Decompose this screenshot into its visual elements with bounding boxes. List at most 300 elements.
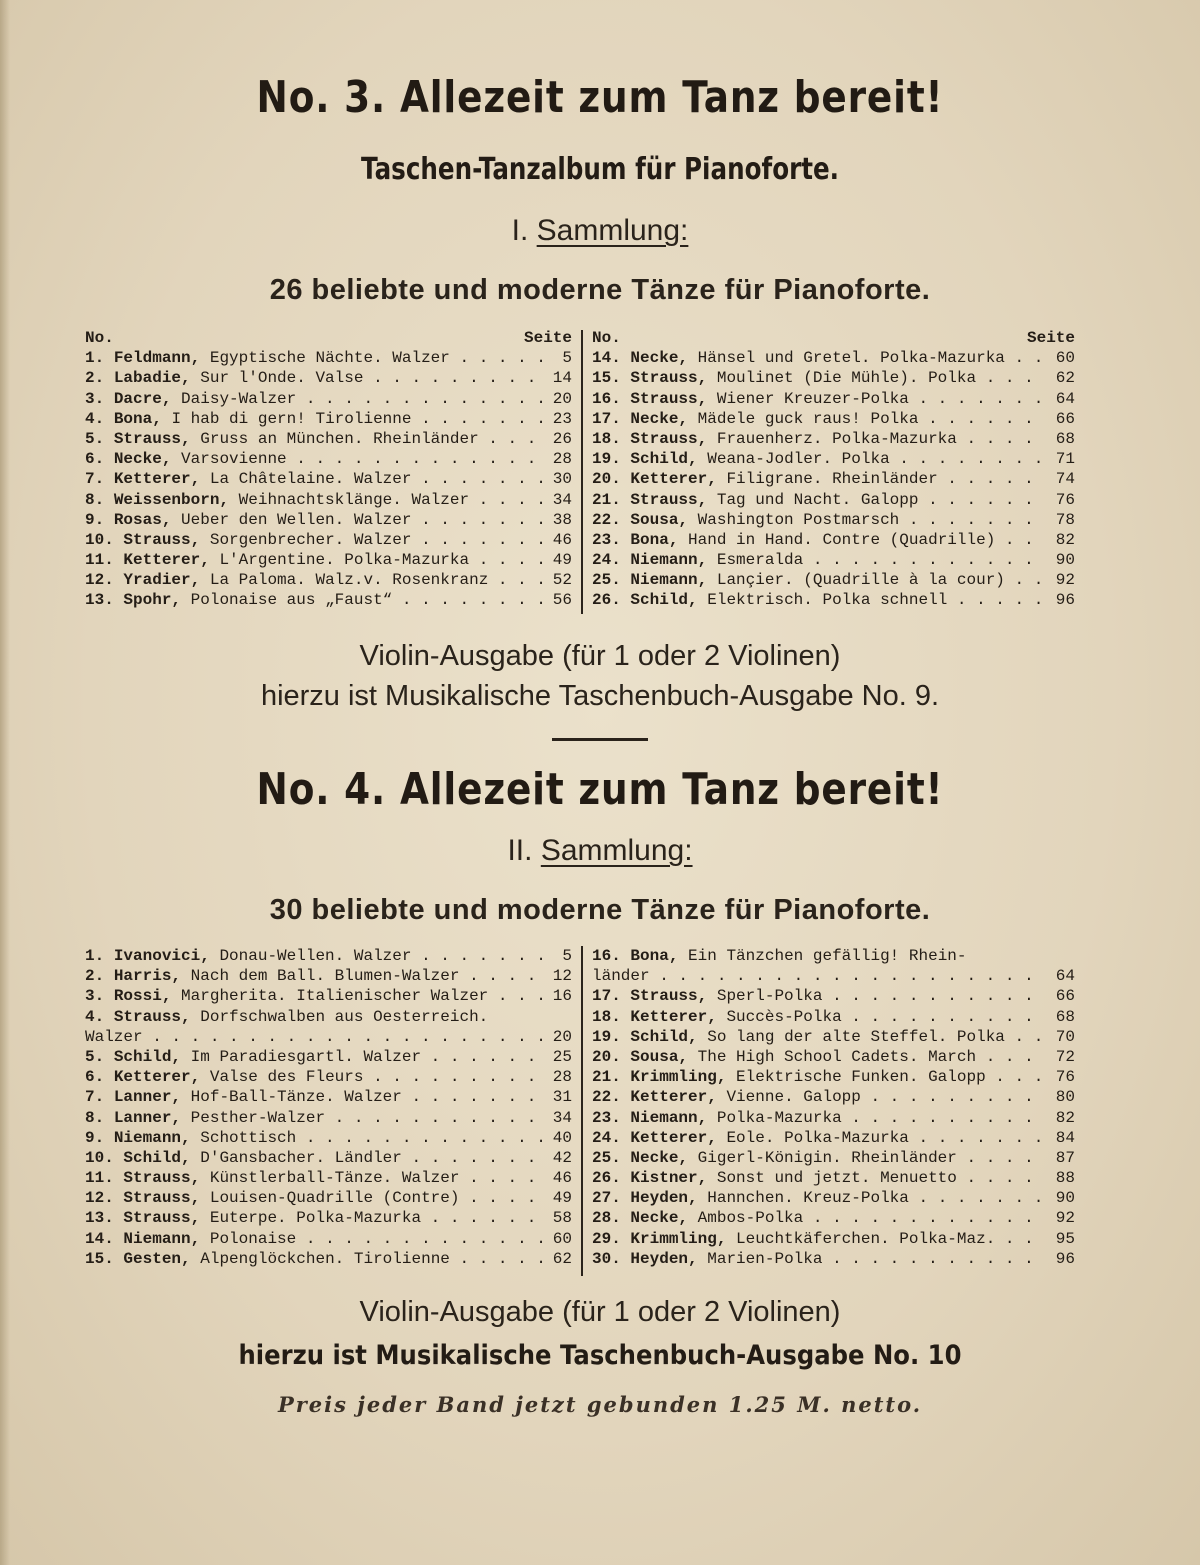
entry-composer: Schild, bbox=[113, 1047, 182, 1066]
table-row bbox=[592, 1087, 1075, 1107]
entry-page: 66 bbox=[1055, 409, 1075, 428]
entry-title: Weihnachtsklänge. Walzer bbox=[238, 490, 470, 509]
entry-title: Mädele guck raus! Polka bbox=[697, 409, 919, 428]
entry-title: Schottisch bbox=[200, 1128, 297, 1147]
album3-column-divider bbox=[581, 330, 583, 614]
entry-page: 20 bbox=[552, 389, 572, 408]
entry-title: Alpenglöckchen. Tirolienne bbox=[200, 1249, 450, 1268]
entry-number: 9. bbox=[85, 1128, 105, 1147]
entry-page: 49 bbox=[552, 1189, 572, 1208]
entry-text bbox=[85, 1027, 544, 1047]
table-row bbox=[85, 389, 572, 409]
entry-page: 49 bbox=[552, 551, 572, 570]
entry-page: 26 bbox=[552, 429, 572, 448]
album3-title: No. 3. Allezeit zum Tanz bereit! bbox=[256, 72, 944, 123]
entry-number: 15. bbox=[592, 369, 621, 388]
entry-page: 76 bbox=[1055, 1068, 1075, 1087]
entry-number: 13. bbox=[85, 591, 114, 610]
album3-violin-line1: Violin-Ausgabe (für 1 oder 2 Violinen) bbox=[359, 640, 841, 672]
entry-text bbox=[592, 449, 1047, 469]
entry-page: 68 bbox=[1055, 429, 1075, 448]
entry-text bbox=[592, 530, 1047, 550]
table-row bbox=[592, 570, 1075, 590]
entry-text bbox=[85, 490, 544, 510]
entry-page: 46 bbox=[552, 530, 572, 549]
entry-composer: Strauss, bbox=[630, 389, 708, 408]
entry-composer: Schild, bbox=[630, 1027, 698, 1046]
entry-number: 25. bbox=[592, 571, 621, 590]
entry-page: 28 bbox=[552, 1068, 572, 1087]
entry-text bbox=[85, 1208, 544, 1228]
entry-number: 20. bbox=[592, 470, 621, 489]
entry-number: 20. bbox=[592, 1047, 621, 1066]
entry-text bbox=[85, 409, 544, 429]
table-row bbox=[592, 1229, 1075, 1249]
entry-composer: Strauss, bbox=[123, 1189, 201, 1208]
table-row bbox=[85, 1148, 572, 1168]
table-row bbox=[592, 966, 1075, 986]
entry-page: 70 bbox=[1055, 1027, 1075, 1046]
entry-page: 82 bbox=[1055, 530, 1075, 549]
entry-number: 13. bbox=[85, 1209, 114, 1228]
entry-text bbox=[592, 409, 1047, 429]
entry-title: Nach dem Ball. Blumen-Walzer bbox=[190, 967, 460, 986]
table-row bbox=[592, 490, 1075, 510]
entry-number: 15. bbox=[85, 1249, 114, 1268]
entry-number: 11. bbox=[85, 551, 114, 570]
entry-text bbox=[592, 368, 1047, 388]
entry-title: Egyptische Nächte. Walzer bbox=[209, 349, 450, 368]
entry-text bbox=[85, 1148, 544, 1168]
entry-title: Vienne. Galopp bbox=[726, 1088, 861, 1107]
entry-page: 52 bbox=[552, 571, 572, 590]
entry-composer: Strauss, bbox=[630, 429, 708, 448]
entry-title: Sur l'Onde. Valse bbox=[200, 369, 364, 388]
album3-left-header bbox=[85, 328, 572, 348]
entry-composer: Strauss, bbox=[630, 369, 708, 388]
entry-text bbox=[592, 570, 1047, 590]
table-row bbox=[85, 1047, 572, 1067]
entry-page: 87 bbox=[1055, 1148, 1075, 1167]
entry-title: Varsovienne bbox=[181, 450, 287, 469]
entry-number: 2. bbox=[85, 369, 105, 388]
table-row bbox=[592, 1168, 1075, 1188]
entry-text bbox=[592, 1087, 1047, 1107]
entry-text bbox=[592, 490, 1047, 510]
album3-left-column bbox=[85, 328, 572, 611]
entry-text bbox=[85, 1047, 544, 1067]
entry-text bbox=[592, 1188, 1047, 1208]
entry-text bbox=[592, 1047, 1047, 1067]
entry-page: 96 bbox=[1055, 1249, 1075, 1268]
album3-description: 26 beliebte und moderne Tänze für Pianoforte. bbox=[269, 274, 931, 306]
entry-number: 22. bbox=[592, 510, 621, 529]
entry-composer: Necke, bbox=[113, 450, 172, 469]
entry-page: 84 bbox=[1055, 1128, 1075, 1147]
entry-composer: Bona, bbox=[630, 947, 679, 965]
entry-page: 60 bbox=[1055, 349, 1075, 368]
entry-number: 23. bbox=[592, 530, 621, 549]
table-row bbox=[592, 1027, 1075, 1047]
entry-number: 21. bbox=[592, 490, 621, 509]
table-row bbox=[592, 1007, 1075, 1027]
entry-title: Marien-Polka bbox=[707, 1249, 823, 1268]
table-row bbox=[592, 389, 1075, 409]
entry-composer: Sousa, bbox=[630, 510, 689, 529]
entry-page: 31 bbox=[552, 1088, 572, 1107]
entry-title: Filigrane. Rheinländer bbox=[726, 470, 938, 489]
entry-composer: Niemann, bbox=[630, 551, 708, 570]
entry-page: 68 bbox=[1055, 1007, 1075, 1026]
entry-text bbox=[592, 1249, 1047, 1269]
entry-text bbox=[592, 1168, 1047, 1188]
entry-page: 56 bbox=[552, 591, 572, 610]
album4-violin-line1: Violin-Ausgabe (für 1 oder 2 Violinen) bbox=[359, 1296, 841, 1328]
entry-number: 25. bbox=[592, 1148, 621, 1167]
entry-title: Hannchen. Kreuz-Polka bbox=[707, 1189, 909, 1208]
entry-composer: Necke, bbox=[630, 1148, 689, 1167]
entry-text bbox=[85, 1168, 544, 1188]
album4-title: No. 4. Allezeit zum Tanz bereit! bbox=[256, 764, 944, 815]
entry-composer: Strauss, bbox=[113, 1007, 191, 1026]
table-row bbox=[592, 1188, 1075, 1208]
entry-title: D'Gansbacher. Ländler bbox=[200, 1148, 402, 1167]
entry-title: Esmeralda bbox=[716, 551, 804, 570]
table-row bbox=[592, 986, 1075, 1006]
table-row bbox=[85, 1067, 572, 1087]
table-row bbox=[592, 1249, 1075, 1269]
album4-right-column bbox=[592, 946, 1075, 1269]
entry-page: 58 bbox=[552, 1209, 572, 1228]
table-row bbox=[592, 348, 1075, 368]
entry-page: 46 bbox=[552, 1169, 572, 1188]
entry-page: 62 bbox=[1055, 369, 1075, 388]
entry-composer: Niemann, bbox=[123, 1229, 201, 1248]
entry-composer: Ketterer, bbox=[123, 551, 210, 570]
entry-text bbox=[85, 1229, 544, 1249]
album4-sammlung-number: II. bbox=[507, 834, 533, 867]
table-row bbox=[85, 469, 572, 489]
entry-text bbox=[85, 966, 544, 986]
entry-number: 19. bbox=[592, 1027, 621, 1046]
entry-title: Ueber den Wellen. Walzer bbox=[181, 510, 412, 529]
table-row bbox=[592, 1128, 1075, 1148]
table-row bbox=[592, 530, 1075, 550]
entry-text bbox=[85, 530, 544, 550]
entry-composer: Strauss, bbox=[123, 1209, 201, 1228]
entry-page: 16 bbox=[552, 987, 572, 1006]
entry-composer: Rosas, bbox=[113, 510, 172, 529]
album3-sammlung-word: Sammlung: bbox=[536, 214, 689, 247]
entry-number: 6. bbox=[85, 1068, 105, 1087]
entry-page: 74 bbox=[1055, 470, 1075, 489]
entry-composer: Heyden, bbox=[630, 1249, 698, 1268]
entry-page: 71 bbox=[1055, 450, 1075, 469]
entry-text bbox=[85, 1087, 544, 1107]
table-row bbox=[85, 590, 572, 610]
entry-page: 5 bbox=[562, 349, 572, 368]
entry-composer: Bona, bbox=[630, 530, 679, 549]
entry-composer: Dacre, bbox=[113, 389, 172, 408]
entry-number: 29. bbox=[592, 1229, 621, 1248]
table-row bbox=[592, 1148, 1075, 1168]
entry-composer: Ketterer, bbox=[630, 1007, 717, 1026]
album3-right-header bbox=[592, 328, 1075, 348]
entry-text bbox=[592, 946, 1075, 966]
entry-page: 40 bbox=[552, 1128, 572, 1147]
entry-number: 26. bbox=[592, 591, 621, 610]
entry-page: 64 bbox=[1055, 967, 1075, 986]
entry-page: 82 bbox=[1055, 1108, 1075, 1127]
entry-title: Daisy-Walzer bbox=[181, 389, 297, 408]
entry-title: Gigerl-Königin. Rheinländer bbox=[697, 1148, 957, 1167]
entry-text bbox=[592, 1229, 1047, 1249]
entry-composer: Lanner, bbox=[113, 1108, 182, 1127]
entry-text bbox=[592, 966, 1047, 986]
entry-number: 27. bbox=[592, 1189, 621, 1208]
album3-right-column bbox=[592, 328, 1075, 611]
entry-number: 22. bbox=[592, 1088, 621, 1107]
entry-composer: Niemann, bbox=[113, 1128, 191, 1147]
entry-page: 66 bbox=[1055, 987, 1075, 1006]
entry-number: 24. bbox=[592, 1128, 621, 1147]
entry-number: 9. bbox=[85, 510, 105, 529]
entry-composer: Ketterer, bbox=[630, 470, 717, 489]
entry-composer: Kistner, bbox=[630, 1169, 708, 1188]
entry-text bbox=[85, 1007, 572, 1027]
entry-composer: Weissenborn, bbox=[113, 490, 230, 509]
entry-title: Gruss an München. Rheinländer bbox=[200, 429, 479, 448]
album3-sammlung bbox=[0, 214, 1200, 248]
album4-sammlung bbox=[0, 834, 1200, 868]
entry-title: Dorfschwalben aus Oesterreich. bbox=[200, 1007, 489, 1026]
entry-number: 17. bbox=[592, 987, 621, 1006]
entry-number: 21. bbox=[592, 1068, 621, 1087]
entry-composer: Spohr, bbox=[123, 591, 182, 610]
entry-number: 7. bbox=[85, 1088, 105, 1107]
entry-title: La Châtelaine. Walzer bbox=[209, 470, 412, 489]
entry-text bbox=[85, 550, 544, 570]
table-row bbox=[592, 946, 1075, 966]
entry-composer: Necke, bbox=[630, 409, 689, 428]
entry-text bbox=[592, 389, 1047, 409]
entry-number: 18. bbox=[592, 1007, 621, 1026]
entry-page: 34 bbox=[552, 490, 572, 509]
entry-text bbox=[85, 1249, 544, 1269]
entry-title: Frauenherz. Polka-Mazurka bbox=[716, 429, 957, 448]
entry-page: 23 bbox=[552, 409, 572, 428]
entry-composer: Krimmling, bbox=[630, 1229, 727, 1248]
entry-composer: Harris, bbox=[113, 967, 182, 986]
entry-page: 5 bbox=[562, 947, 572, 965]
entry-page: 34 bbox=[552, 1108, 572, 1127]
table-row bbox=[85, 530, 572, 550]
entry-number: 16. bbox=[592, 947, 621, 965]
entry-title: Künstlerball-Tänze. Walzer bbox=[209, 1169, 460, 1188]
entry-title: Euterpe. Polka-Mazurka bbox=[209, 1209, 422, 1228]
entry-page: 12 bbox=[552, 967, 572, 986]
entry-number: 10. bbox=[85, 1148, 114, 1167]
entry-text bbox=[85, 1188, 544, 1208]
entry-title: I hab di gern! Tirolienne bbox=[171, 409, 412, 428]
entry-title: Polka-Mazurka bbox=[716, 1108, 842, 1127]
album4-left-column bbox=[85, 946, 572, 1269]
entry-title: Eole. Polka-Mazurka bbox=[726, 1128, 909, 1147]
entry-number: 14. bbox=[592, 349, 621, 368]
entry-number: 1. bbox=[85, 947, 105, 965]
table-row bbox=[592, 1108, 1075, 1128]
table-row bbox=[592, 429, 1075, 449]
entry-composer: Feldmann, bbox=[113, 349, 201, 368]
entry-number: 18. bbox=[592, 429, 621, 448]
entry-text bbox=[85, 368, 544, 388]
entry-text bbox=[592, 590, 1047, 610]
entry-composer: Strauss, bbox=[113, 429, 191, 448]
entry-number: 3. bbox=[85, 987, 105, 1006]
album3-subtitle: Taschen-Tanzalbum für Pianoforte. bbox=[360, 152, 840, 187]
entry-text bbox=[85, 570, 544, 590]
table-row bbox=[592, 368, 1075, 388]
entry-number: 12. bbox=[85, 1189, 114, 1208]
entry-title: Louisen-Quadrille (Contre) bbox=[209, 1189, 460, 1208]
entry-title: Sorgenbrecher. Walzer bbox=[209, 530, 412, 549]
entry-text bbox=[85, 946, 544, 966]
entry-title: Hänsel und Gretel. Polka-Mazurka bbox=[697, 349, 1005, 368]
entry-title: So lang der alte Steffel. Polka bbox=[707, 1027, 1005, 1046]
entry-page: 92 bbox=[1055, 571, 1075, 590]
entry-number: 6. bbox=[85, 450, 105, 469]
entry-title: Leuchtkäferchen. Polka-Maz. bbox=[736, 1229, 996, 1248]
entry-composer: Strauss, bbox=[123, 1169, 201, 1188]
table-row bbox=[85, 409, 572, 429]
entry-page: 80 bbox=[1055, 1088, 1075, 1107]
table-row bbox=[85, 510, 572, 530]
entry-title: Moulinet (Die Mühle). Polka bbox=[716, 369, 977, 388]
table-row bbox=[592, 469, 1075, 489]
entry-composer: Sousa, bbox=[630, 1047, 689, 1066]
entry-text bbox=[85, 449, 544, 469]
entry-text bbox=[85, 1067, 544, 1087]
entry-text bbox=[85, 429, 544, 449]
entry-composer: Krimmling, bbox=[630, 1068, 727, 1087]
entry-page: 28 bbox=[552, 450, 572, 469]
table-row bbox=[592, 409, 1075, 429]
entry-text bbox=[85, 348, 544, 368]
price-note: Preis jeder Band jetzt gebunden 1.25 M. netto. bbox=[277, 1392, 923, 1417]
entry-text bbox=[592, 429, 1047, 449]
entry-title: The High School Cadets. March bbox=[697, 1047, 977, 1066]
entry-number: 11. bbox=[85, 1169, 114, 1188]
entry-composer: Schild, bbox=[123, 1148, 191, 1167]
entry-page: 96 bbox=[1055, 591, 1075, 610]
entry-title: La Paloma. Walz.v. Rosenkranz bbox=[209, 571, 489, 590]
entry-title: Ambos-Polka bbox=[697, 1209, 804, 1228]
entry-title: Sperl-Polka bbox=[716, 987, 823, 1006]
entry-number: 19. bbox=[592, 450, 621, 469]
entry-page: 60 bbox=[552, 1229, 572, 1248]
table-row bbox=[592, 590, 1075, 610]
album3-sammlung-number: I. bbox=[511, 214, 529, 247]
entry-page: 72 bbox=[1055, 1047, 1075, 1066]
entry-title: Sonst und jetzt. Menuetto bbox=[716, 1169, 957, 1188]
header-no: No. bbox=[85, 329, 114, 347]
entry-composer: Ivanovici, bbox=[113, 947, 210, 965]
table-row bbox=[85, 368, 572, 388]
header-seite: Seite bbox=[1026, 329, 1075, 347]
entry-page: 64 bbox=[1055, 389, 1075, 408]
entry-text bbox=[592, 550, 1047, 570]
entry-text bbox=[592, 1108, 1047, 1128]
entry-composer: Yradier, bbox=[123, 571, 201, 590]
entry-composer: Necke, bbox=[630, 1209, 689, 1228]
entry-page: 14 bbox=[552, 369, 572, 388]
entry-composer: Necke, bbox=[630, 349, 689, 368]
table-row bbox=[85, 1007, 572, 1027]
entry-title: Elektrische Funken. Galopp bbox=[736, 1068, 986, 1087]
table-row bbox=[592, 510, 1075, 530]
entry-text bbox=[592, 1007, 1047, 1027]
entry-page: 90 bbox=[1055, 1189, 1075, 1208]
entry-text bbox=[592, 1067, 1047, 1087]
entry-text bbox=[85, 590, 544, 610]
entry-number: 28. bbox=[592, 1209, 621, 1228]
entry-composer: Schild, bbox=[630, 591, 698, 610]
section-divider-rule bbox=[552, 738, 648, 741]
entry-text bbox=[85, 1108, 544, 1128]
entry-title: Succès-Polka bbox=[726, 1007, 842, 1026]
entry-page: 76 bbox=[1055, 490, 1075, 509]
entry-number: 24. bbox=[592, 551, 621, 570]
table-row bbox=[592, 550, 1075, 570]
entry-text bbox=[85, 986, 544, 1006]
entry-page: 95 bbox=[1055, 1229, 1075, 1248]
table-row bbox=[592, 1047, 1075, 1067]
entry-number: 10. bbox=[85, 530, 114, 549]
table-row bbox=[85, 1249, 572, 1269]
table-row bbox=[592, 449, 1075, 469]
entry-title: Polonaise aus „Faust“ bbox=[190, 591, 393, 610]
table-row bbox=[85, 550, 572, 570]
entry-title: Im Paradiesgartl. Walzer bbox=[190, 1047, 422, 1066]
table-row bbox=[85, 1027, 572, 1047]
entry-title: Ein Tänzchen gefällig! Rhein- bbox=[688, 947, 967, 965]
entry-text bbox=[592, 1027, 1047, 1047]
entry-composer: Strauss, bbox=[630, 987, 708, 1006]
entry-number: 14. bbox=[85, 1229, 114, 1248]
entry-text bbox=[85, 510, 544, 530]
entry-text bbox=[85, 1128, 544, 1148]
table-row bbox=[85, 490, 572, 510]
table-row bbox=[592, 1067, 1075, 1087]
entry-page: 25 bbox=[552, 1047, 572, 1066]
entry-title: Pesther-Walzer bbox=[190, 1108, 326, 1127]
entry-page: 88 bbox=[1055, 1169, 1075, 1188]
entry-title: Polonaise bbox=[209, 1229, 297, 1248]
entry-text bbox=[592, 1128, 1047, 1148]
album4-description: 30 beliebte und moderne Tänze für Pianoforte. bbox=[269, 894, 931, 926]
entry-page: 78 bbox=[1055, 510, 1075, 529]
entry-composer: Niemann, bbox=[630, 1108, 708, 1127]
entry-title: Hand in Hand. Contre (Quadrille) bbox=[688, 530, 996, 549]
entry-composer: Bona, bbox=[113, 409, 162, 428]
entry-number: 8. bbox=[85, 1108, 105, 1127]
entry-number: 5. bbox=[85, 1047, 105, 1066]
entry-composer: Lanner, bbox=[113, 1088, 182, 1107]
entry-composer: Strauss, bbox=[630, 490, 708, 509]
entry-number: 8. bbox=[85, 490, 105, 509]
entry-composer: Strauss, bbox=[123, 530, 201, 549]
entry-text bbox=[592, 986, 1047, 1006]
